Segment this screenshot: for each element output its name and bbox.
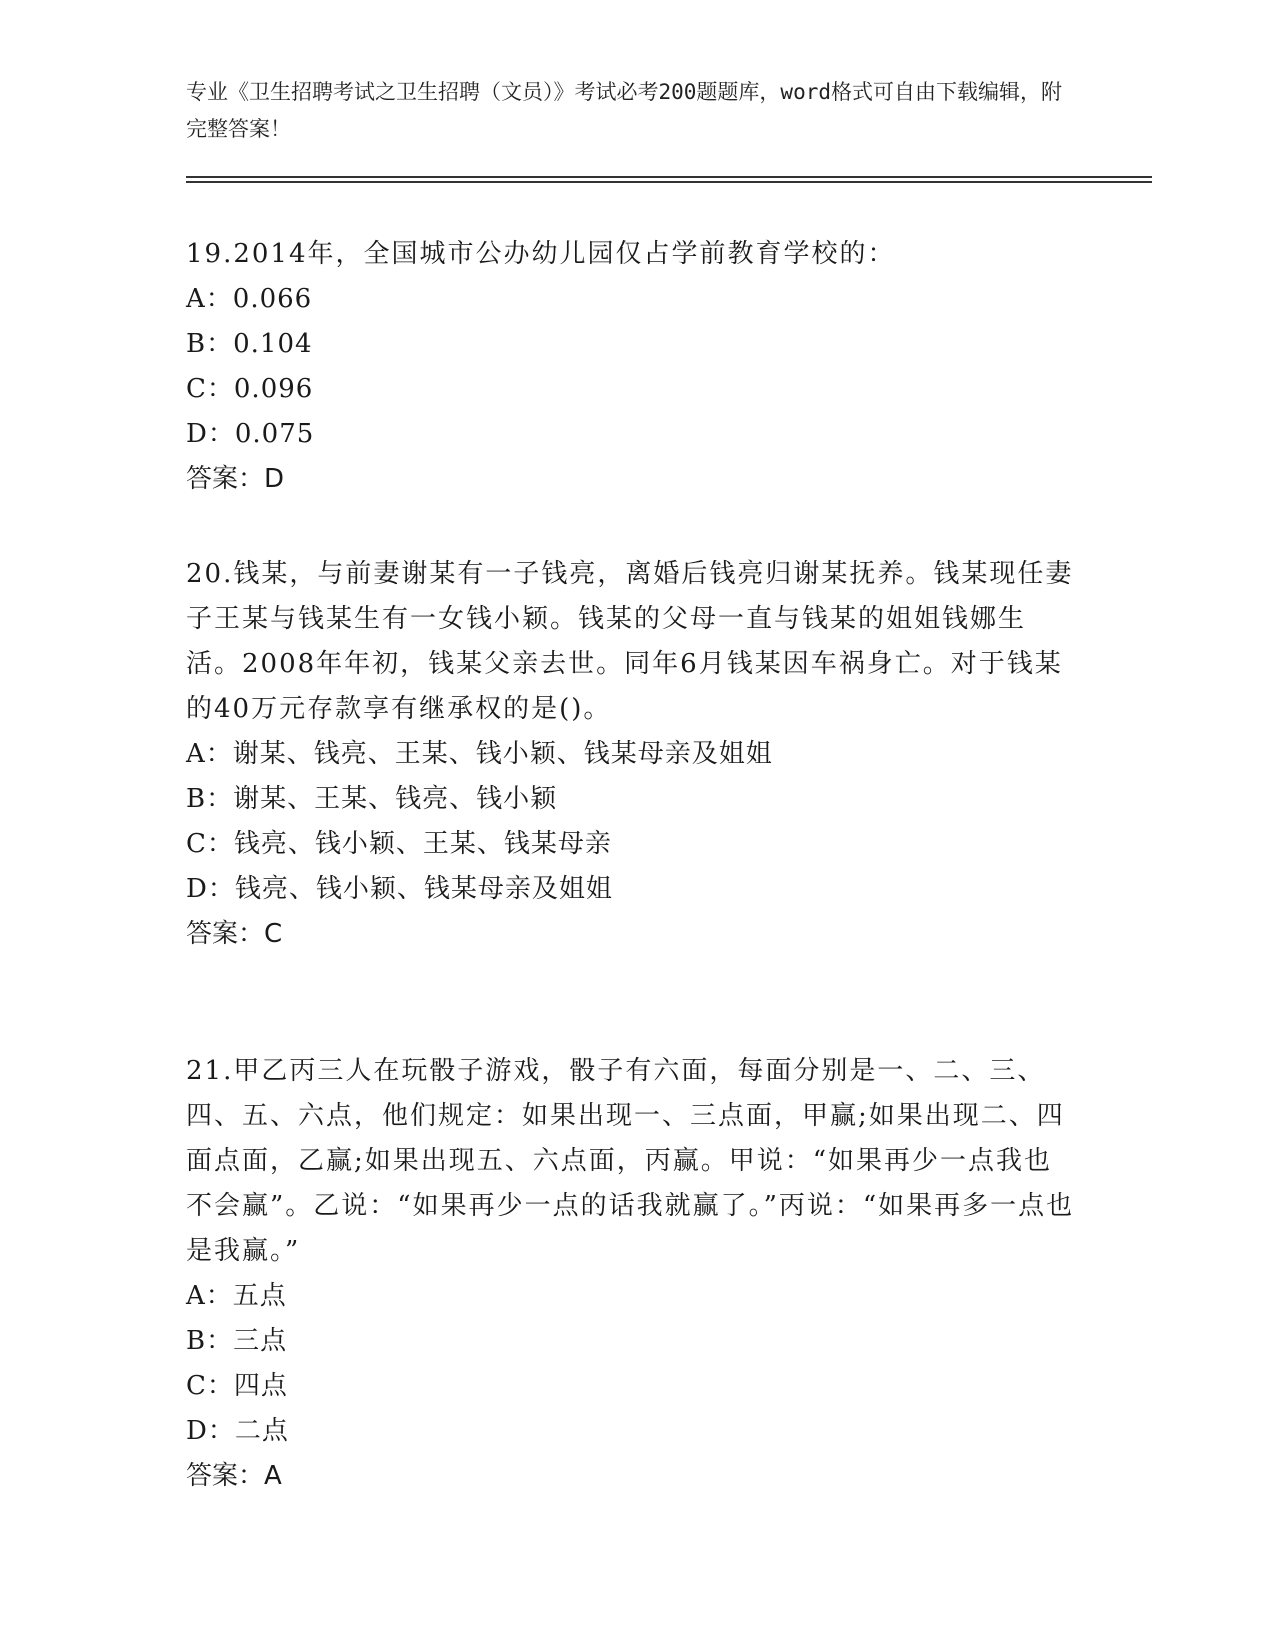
header-divider-top bbox=[186, 176, 1152, 178]
option-d: D：0.075 bbox=[186, 419, 315, 449]
question-stem: 20.钱某，与前妻谢某有一子钱亮，离婚后钱亮归谢某抚养。钱某现任妻子王某与钱某生有一女钱小颖。钱某的父母一直与钱某的姐姐钱娜生活。2008年年初，钱某父亲去世。同年6月钱某因车祸身亡。对于钱某的40万元存款享有继承权的是()。 bbox=[186, 559, 1074, 724]
question-stem: 21.甲乙丙三人在玩骰子游戏，骰子有六面，每面分别是一、二、三、四、五、六点，他们规定：如果出现一、三点面，甲赢;如果出现二、四面点面，乙赢;如果出现五、六点面，丙赢。甲说：“如果再少一点我也不会赢”。乙说：“如果再少一点的话我就赢了。”丙说：“如果再多一点也是我赢。” bbox=[186, 1056, 1075, 1266]
answer: 答案：D bbox=[186, 464, 285, 494]
option-c: C：0.096 bbox=[186, 374, 314, 404]
option-b: B：三点 bbox=[186, 1326, 288, 1356]
option-c: C：钱亮、钱小颖、王某、钱某母亲 bbox=[186, 829, 612, 859]
question-stem: 19.2014年，全国城市公办幼儿园仅占学前教育学校的： bbox=[186, 239, 896, 269]
option-a: A：五点 bbox=[186, 1281, 287, 1311]
option-b: B：0.104 bbox=[186, 329, 313, 359]
question-19 bbox=[186, 232, 1076, 502]
option-a: A：0.066 bbox=[186, 284, 313, 314]
option-c: C：四点 bbox=[186, 1371, 288, 1401]
question-21 bbox=[186, 1049, 1076, 1499]
option-a: A：谢某、钱亮、王某、钱小颖、钱某母亲及姐姐 bbox=[186, 739, 773, 769]
option-b: B：谢某、王某、钱亮、钱小颖 bbox=[186, 784, 558, 814]
option-d: D：钱亮、钱小颖、钱某母亲及姐姐 bbox=[186, 874, 613, 904]
answer: 答案：C bbox=[186, 919, 283, 949]
document-intro: 专业《卫生招聘考试之卫生招聘（文员）》考试必考200题题库，word格式可自由下载编辑，附完整答案！ bbox=[186, 80, 1062, 141]
option-d: D：二点 bbox=[186, 1416, 289, 1446]
answer: 答案：A bbox=[186, 1461, 282, 1491]
header-divider-bottom bbox=[186, 181, 1152, 183]
question-20 bbox=[186, 552, 1076, 957]
